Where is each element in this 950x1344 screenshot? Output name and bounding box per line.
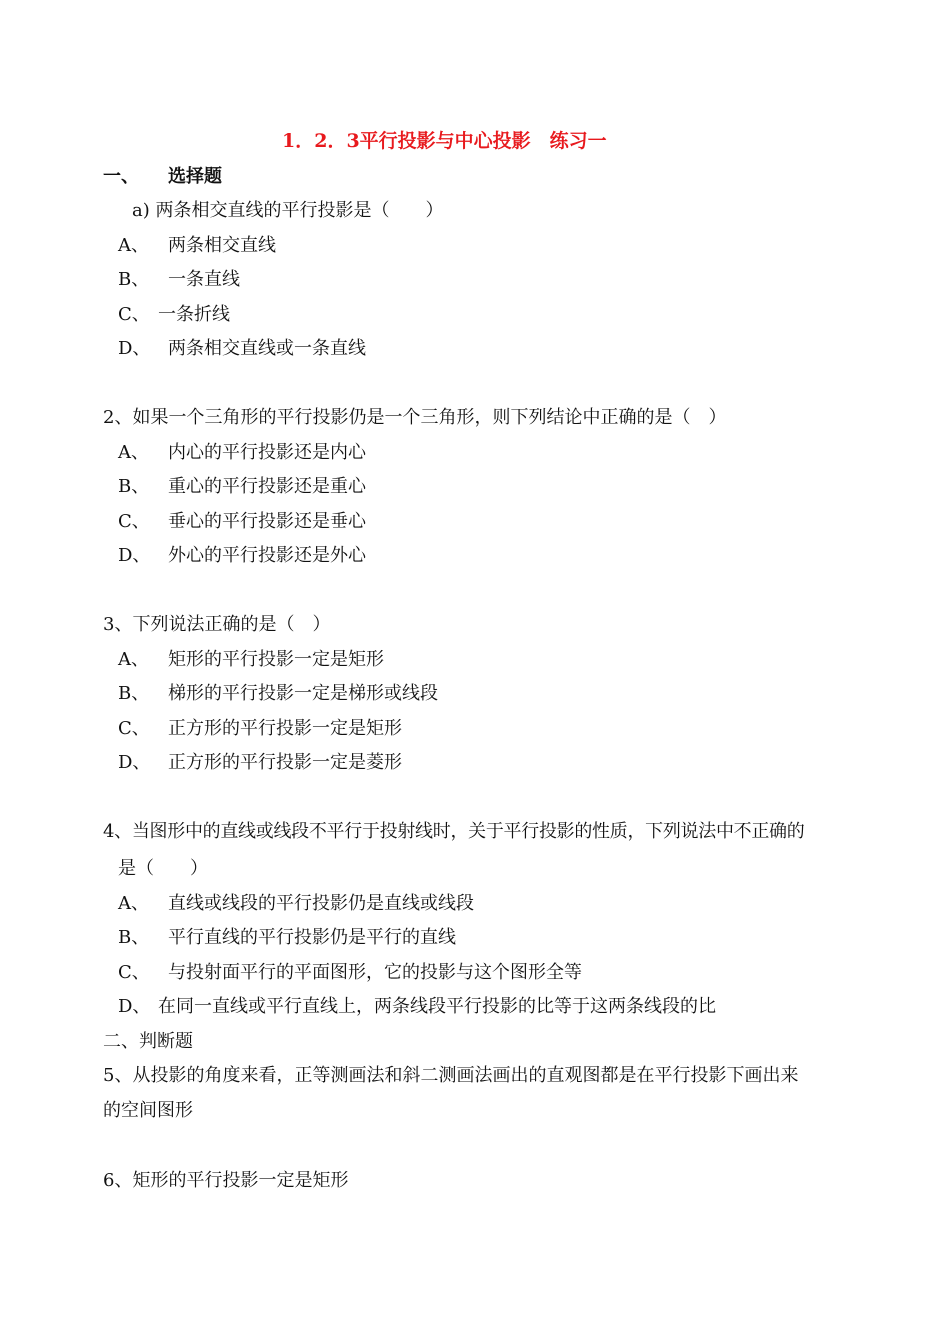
option-text: 与投射面平行的平面图形，它的投影与这个图形全等 <box>168 962 582 983</box>
option-letter: A、 <box>118 893 149 914</box>
option-letter: D、 <box>118 338 151 359</box>
page-title: 1．2．3平行投影与中心投影 练习一 <box>282 130 607 152</box>
option-letter: B、 <box>118 927 150 948</box>
option-letter: B、 <box>118 476 150 497</box>
question-4-stem-continued: 是（ ） <box>118 858 208 879</box>
section-heading: 选择题 <box>168 166 222 187</box>
question-5-text: 5、从投影的角度来看，正等测画法和斜二测画法画出的直观图都是在平行投影下画出来 <box>103 1065 799 1086</box>
option-text: 梯形的平行投影一定是梯形或线段 <box>168 683 438 704</box>
option-letter: A、 <box>118 442 149 463</box>
question-6-text: 6、矩形的平行投影一定是矩形 <box>103 1170 349 1191</box>
option-text: 一条直线 <box>168 269 240 290</box>
option-text: 一条折线 <box>158 304 230 325</box>
question-1-stem: a) 两条相交直线的平行投影是（ ） <box>132 200 444 221</box>
option-text: 直线或线段的平行投影仍是直线或线段 <box>168 893 474 914</box>
option-text: 内心的平行投影还是内心 <box>168 442 366 463</box>
option-letter: D、 <box>118 545 151 566</box>
option-letter: C、 <box>118 962 150 983</box>
option-text: 垂心的平行投影还是垂心 <box>168 511 366 532</box>
option-letter: C、 <box>118 718 150 739</box>
option-text: 正方形的平行投影一定是矩形 <box>168 718 402 739</box>
option-text: 外心的平行投影还是外心 <box>168 545 366 566</box>
question-2-stem: 2、如果一个三角形的平行投影仍是一个三角形，则下列结论中正确的是（ ） <box>103 407 727 428</box>
option-letter: A、 <box>118 649 149 670</box>
option-letter: D、 <box>118 752 151 773</box>
question-3-stem: 3、下列说法正确的是（ ） <box>103 614 331 635</box>
option-letter: A、 <box>118 235 149 256</box>
option-letter: B、 <box>118 683 150 704</box>
option-text: 矩形的平行投影一定是矩形 <box>168 649 384 670</box>
option-text: 平行直线的平行投影仍是平行的直线 <box>168 927 456 948</box>
option-text: 两条相交直线 <box>168 235 276 256</box>
option-text: 重心的平行投影还是重心 <box>168 476 366 497</box>
option-letter: B、 <box>118 269 150 290</box>
option-text: 在同一直线或平行直线上，两条线段平行投影的比等于这两条线段的比 <box>158 996 716 1017</box>
question-5-text-continued: 的空间图形 <box>103 1100 193 1121</box>
option-letter: C、 <box>118 304 150 325</box>
option-letter: D、 <box>118 996 151 1017</box>
option-text: 两条相交直线或一条直线 <box>168 338 366 359</box>
section-heading: 二、判断题 <box>103 1031 193 1052</box>
option-text: 正方形的平行投影一定是菱形 <box>168 752 402 773</box>
option-letter: C、 <box>118 511 150 532</box>
section-number: 一、 <box>103 166 139 187</box>
question-4-stem: 4、当图形中的直线或线段不平行于投射线时，关于平行投影的性质，下列说法中不正确的 <box>103 821 805 842</box>
